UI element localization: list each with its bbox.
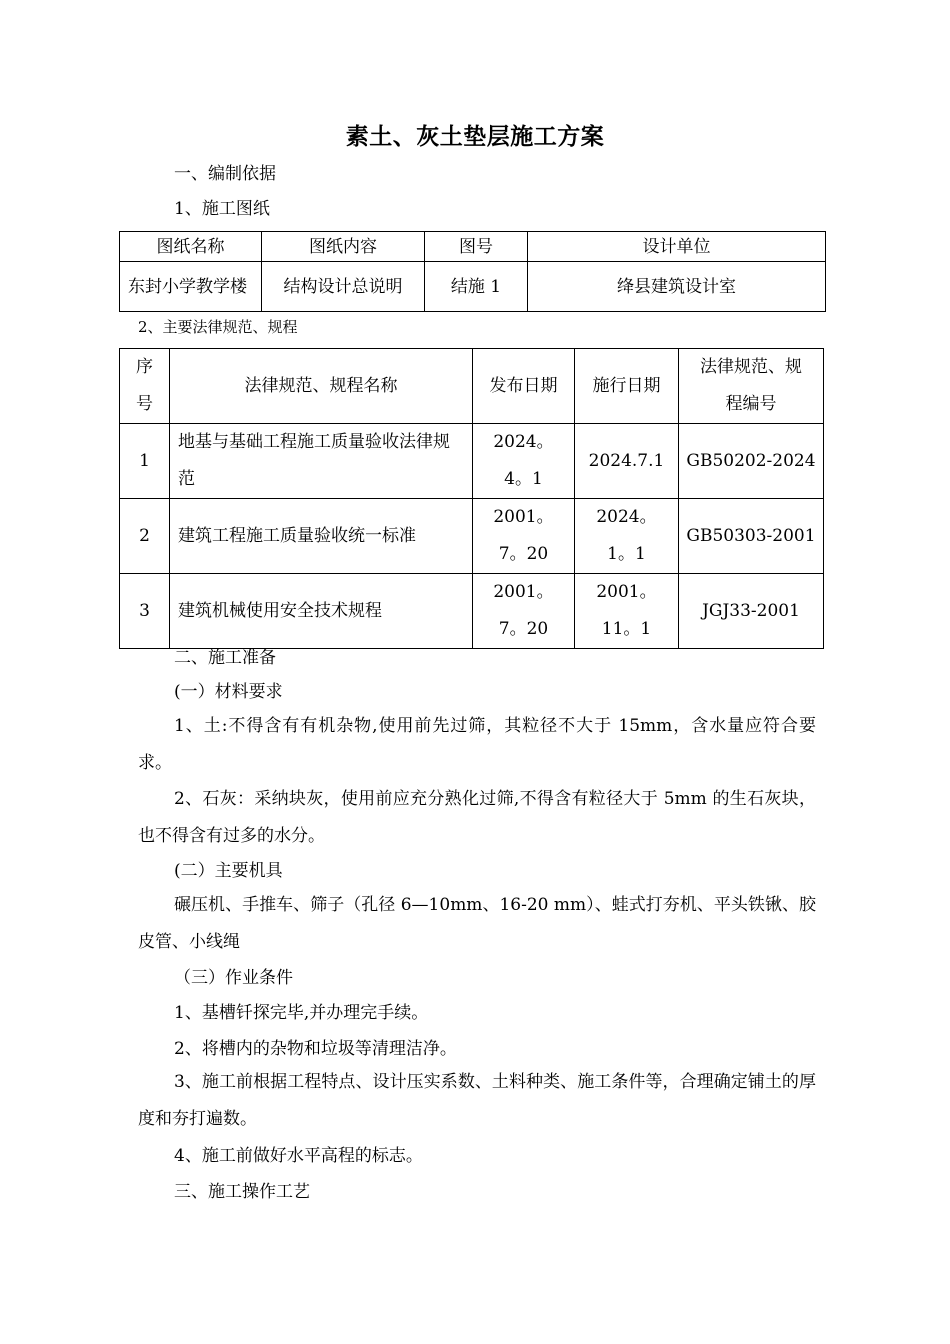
table-header: 图号 <box>425 232 528 262</box>
table-header: 法律规范、规程名称 <box>170 349 473 424</box>
condition-item: 2、将槽内的杂物和垃圾等清理洁净。 <box>174 1039 457 1059</box>
table-cell: 绛县建筑设计室 <box>528 262 826 312</box>
table-header: 法律规范、规程编号 <box>679 349 824 424</box>
table-header: 图纸内容 <box>262 232 425 262</box>
condition-item: 4、施工前做好水平高程的标志。 <box>174 1146 423 1166</box>
table-cell: 2024。4。1 <box>473 424 575 499</box>
table-cell: JGJ33-2001 <box>679 574 824 649</box>
section-heading-process: 三、施工操作工艺 <box>174 1182 310 1202</box>
table-header: 发布日期 <box>473 349 575 424</box>
page-title: 素土、灰土垫层施工方案 <box>345 123 605 150</box>
table-cell: 2024。1。1 <box>575 499 679 574</box>
table-cell: 3 <box>120 574 170 649</box>
table-cell: 建筑机械使用安全技术规程 <box>170 574 473 649</box>
table-cell: 2001。7。20 <box>473 499 575 574</box>
table-cell: GB50303-2001 <box>679 499 824 574</box>
table-cell: 结构设计总说明 <box>262 262 425 312</box>
table-cell: 2024.7.1 <box>575 424 679 499</box>
section-heading-basis: 一、编制依据 <box>174 164 276 184</box>
table-header: 图纸名称 <box>120 232 262 262</box>
table-cell: 地基与基础工程施工质量验收法律规范 <box>170 424 473 499</box>
condition-item: 1、基槽钎探完毕,并办理完手续。 <box>174 1003 429 1023</box>
table-header: 施行日期 <box>575 349 679 424</box>
subheading-drawings: 1、施工图纸 <box>174 199 270 219</box>
subheading-tools: (二）主要机具 <box>174 861 283 881</box>
table-cell: GB50202-2024 <box>679 424 824 499</box>
drawings-table <box>119 231 826 312</box>
table-cell: 2 <box>120 499 170 574</box>
table-header: 序号 <box>120 349 170 424</box>
table-header: 设计单位 <box>528 232 826 262</box>
paragraph-lime: 2、石灰：采纳块灰，使用前应充分熟化过筛,不得含有粒径大于 5mm 的生石灰块，也不得含有过多的水分。 <box>138 789 816 846</box>
table-cell: 2001。11。1 <box>575 574 679 649</box>
table-cell: 结施 1 <box>425 262 528 312</box>
subheading-conditions: （三）作业条件 <box>174 968 293 988</box>
table-cell: 建筑工程施工质量验收统一标准 <box>170 499 473 574</box>
section-heading-preparation: 二、施工准备 <box>174 648 276 668</box>
paragraph-soil: 1、土:不得含有有机杂物,使用前先过筛，其粒径不大于 15mm，含水量应符合要求。 <box>138 716 816 773</box>
table-cell: 1 <box>120 424 170 499</box>
table-cell: 2001。7。20 <box>473 574 575 649</box>
regulations-table <box>119 348 824 649</box>
paragraph-tools: 碾压机、手推车、筛子（孔径 6—10mm、16-20 mm）、蛙式打夯机、平头铁锹、胶皮管、小线绳 <box>138 895 816 952</box>
table-cell: 东封小学教学楼 <box>120 262 262 312</box>
condition-item: 3、施工前根据工程特点、设计压实系数、土料种类、施工条件等，合理确定铺土的厚度和夯打遍数。 <box>138 1072 816 1129</box>
subheading-regulations: 2、主要法律规范、规程 <box>138 318 298 336</box>
subheading-materials: (一）材料要求 <box>174 682 283 702</box>
